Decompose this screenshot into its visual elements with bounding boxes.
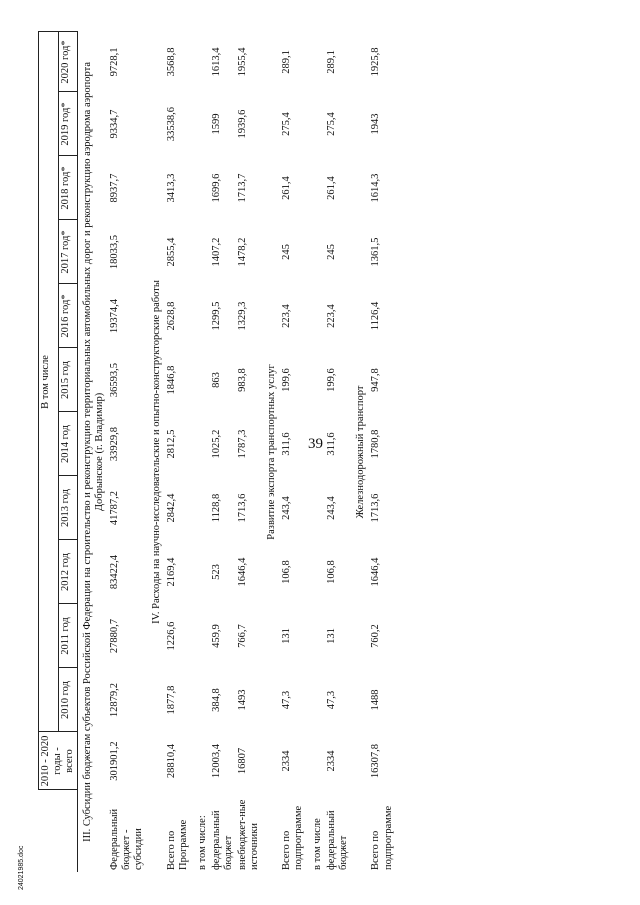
year-value: 9334,7: [109, 109, 121, 139]
year-value: 1713,7: [236, 173, 248, 203]
section-heading-row: [78, 32, 109, 872]
year-value: 289,1: [281, 50, 293, 74]
year-value: 131: [281, 628, 293, 644]
year-value: 1943: [370, 113, 382, 135]
year-value: 1713,6: [236, 493, 248, 523]
year-value: 1713,6: [370, 493, 382, 523]
year-value: 1846,8: [165, 365, 177, 395]
year-value: 1646,4: [236, 557, 248, 587]
section-heading-row: [262, 32, 280, 872]
year-value: 33538,6: [165, 106, 177, 142]
year-value: 18033,5: [109, 234, 121, 270]
year-value: 2169,4: [165, 557, 177, 587]
header-year: 2014 год: [58, 412, 78, 476]
year-value: 36593,5: [109, 362, 121, 398]
year-value: 2628,8: [165, 301, 177, 331]
year-value: 1955,4: [236, 47, 248, 77]
year-value: 199,6: [326, 368, 338, 392]
row-label: в том числе: [312, 818, 324, 870]
year-value: 33929,8: [109, 426, 121, 462]
table-row: [210, 32, 236, 872]
header-year: 2012 год: [58, 540, 78, 604]
table-row: [165, 32, 191, 872]
year-value: 3568,8: [165, 47, 177, 77]
year-value: 1407,2: [210, 237, 222, 267]
year-value: 1329,3: [236, 301, 248, 331]
row-label: федеральный бюджет: [326, 810, 350, 870]
table-row: [280, 32, 306, 872]
year-value: 243,4: [281, 496, 293, 520]
table-row: [369, 32, 395, 872]
year-value: 223,4: [281, 304, 293, 328]
year-value: 47,3: [326, 690, 338, 710]
year-value: 1488: [370, 689, 382, 711]
year-value: 9728,1: [109, 47, 121, 77]
year-value: 1128,8: [210, 493, 222, 523]
year-value: 947,8: [370, 368, 382, 392]
year-value: 523: [210, 564, 222, 580]
header-year: 2010 год: [58, 668, 78, 732]
header-year: 2017 год*: [58, 220, 78, 284]
year-value: 199,6: [281, 368, 293, 392]
table-row: [236, 32, 262, 872]
year-value: 2842,4: [165, 493, 177, 523]
year-value: 311,6: [326, 432, 338, 456]
budget-table: [38, 31, 396, 872]
header-year: 2015 год: [58, 348, 78, 412]
year-value: 8937,7: [109, 173, 121, 203]
year-value: 983,8: [236, 368, 248, 392]
subsection-rail-title: Железнодорожный транспорт: [355, 385, 367, 519]
budget-table-rotated: [38, 32, 602, 872]
year-value: 27880,7: [109, 618, 121, 654]
year-value: 245: [326, 244, 338, 260]
row-label: Всего по Программе: [165, 819, 189, 870]
section-heading-row: [351, 32, 369, 872]
header-of-which: В том числе: [39, 32, 59, 732]
header-corner: [39, 790, 78, 872]
year-value: 384,8: [210, 688, 222, 712]
header-year: 2013 год: [58, 476, 78, 540]
year-value: 106,8: [281, 560, 293, 584]
year-value: 1126,4: [370, 301, 382, 331]
year-value: 243,4: [326, 496, 338, 520]
year-value: 760,2: [370, 624, 382, 648]
section-3-title: III. Субсидии бюджетам субъектов Российской Федерации на строительство и реконструкцию территориальных автомобильных дорог и реконструкцию аэродрома аэропорта Добрынское (г. Владимир): [82, 62, 106, 842]
header-row-top: [39, 32, 59, 872]
table-row: [325, 32, 351, 872]
year-value: 1478,2: [236, 237, 248, 267]
year-value: 19374,4: [109, 298, 121, 334]
row-label: федеральный бюджет: [210, 810, 234, 870]
year-value: 261,4: [281, 176, 293, 200]
row-total: 12003,4: [210, 743, 222, 779]
year-value: 863: [210, 372, 222, 388]
row-total: 16307,8: [370, 743, 382, 779]
year-value: 223,4: [326, 304, 338, 328]
section-heading-row: [147, 32, 165, 872]
year-value: 2812,5: [165, 429, 177, 459]
row-total: 28810,4: [165, 743, 177, 779]
table-row: [306, 32, 325, 872]
year-value: 766,7: [236, 624, 248, 648]
year-value: 1787,3: [236, 429, 248, 459]
year-value: 1939,6: [236, 109, 248, 139]
year-value: 289,1: [326, 50, 338, 74]
year-value: 2855,4: [165, 237, 177, 267]
table-row: [108, 32, 146, 872]
row-label: внебюджет-ные источники: [236, 799, 260, 870]
year-value: 1599: [210, 113, 222, 135]
year-value: 261,4: [326, 176, 338, 200]
row-label: Всего по подпрограмме: [281, 805, 305, 870]
row-total: 2334: [281, 750, 293, 772]
year-value: 1361,5: [370, 237, 382, 267]
year-value: 1646,4: [370, 557, 382, 587]
year-value: 1299,5: [210, 301, 222, 331]
year-value: 1226,6: [165, 621, 177, 651]
year-value: 1780,8: [370, 429, 382, 459]
year-value: 12879,2: [109, 682, 121, 718]
subsection-export-title: Развитие экспорта транспортных услуг: [266, 364, 277, 540]
year-value: 1493: [236, 689, 248, 711]
year-value: 275,4: [281, 112, 293, 136]
year-value: 47,3: [281, 690, 293, 710]
year-value: 1613,4: [210, 47, 222, 77]
row-label: Федеральный бюджет - субсидии: [109, 808, 145, 870]
table-row: [191, 32, 210, 872]
header-year: 2020 год*: [58, 32, 78, 92]
row-label: Всего по подпрограмме: [370, 805, 394, 870]
year-value: 1877,8: [165, 685, 177, 715]
year-value: 311,6: [281, 432, 293, 456]
row-total: 2334: [326, 750, 338, 772]
year-value: 3413,3: [165, 173, 177, 203]
header-year: 2016 год*: [58, 284, 78, 348]
year-value: 1925,8: [370, 47, 382, 77]
year-value: 1614,3: [370, 173, 382, 203]
year-value: 245: [281, 244, 293, 260]
page-number: 39: [308, 436, 323, 452]
row-label: в том числе:: [196, 815, 208, 870]
year-value: 459,9: [210, 624, 222, 648]
year-value: 106,8: [326, 560, 338, 584]
header-year: 2018 год*: [58, 156, 78, 220]
header-period: 2010 - 2020 годы - всего: [39, 732, 78, 790]
row-total: 301901,2: [109, 741, 121, 781]
year-value: 83422,4: [109, 554, 121, 590]
year-value: 41787,2: [109, 490, 121, 526]
year-value: 131: [326, 628, 338, 644]
row-total: 16807: [236, 747, 248, 775]
section-4-title: IV. Расходы на научно-исследовательские и опытно-конструкторские работы: [150, 280, 162, 624]
year-value: 275,4: [326, 112, 338, 136]
year-value: 1699,6: [210, 173, 222, 203]
year-value: 1025,2: [210, 429, 222, 459]
header-year: 2011 год: [58, 604, 78, 668]
header-year: 2019 год*: [58, 92, 78, 156]
file-code: 24021985.doc: [18, 845, 25, 890]
